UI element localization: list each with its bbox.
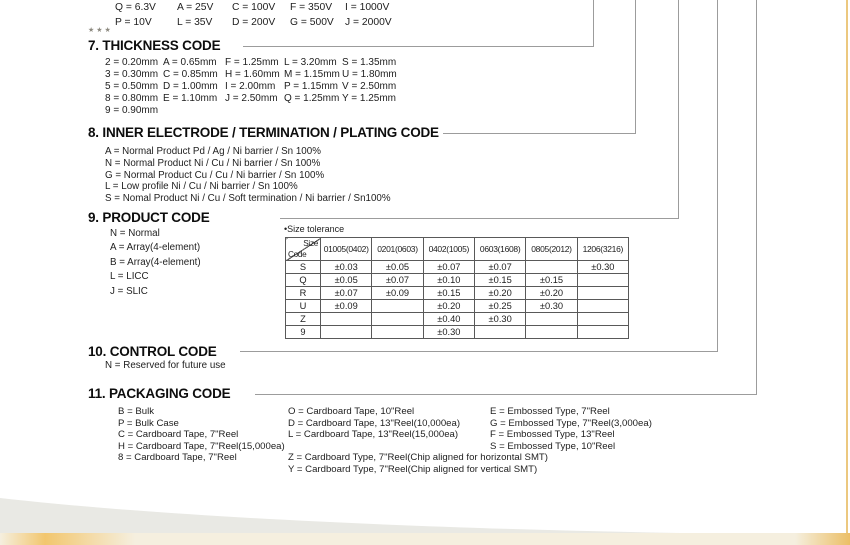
code-item: I = 2.00mm [225, 81, 276, 92]
thickness-code-list [105, 57, 397, 117]
tolerance-row [286, 313, 629, 326]
tolerance-cell [577, 287, 628, 300]
row-code: 9 [286, 326, 321, 339]
thickness-row [105, 69, 397, 81]
tolerance-cell: ±0.05 [372, 261, 423, 274]
tolerance-cell: ±0.09 [321, 300, 372, 313]
tolerance-cell [321, 326, 372, 339]
tolerance-cell: ±0.15 [526, 274, 577, 287]
thickness-row [105, 93, 397, 105]
section-title-electrode: 8. INNER ELECTRODE / TERMINATION / PLATING CODE [88, 125, 439, 140]
code-item: I = 1000V [345, 2, 390, 13]
tolerance-row [286, 326, 629, 339]
tolerance-cell: ±0.07 [474, 261, 525, 274]
list-item: D = Cardboard Tape, 13"Reel(10,000ea) [288, 417, 461, 429]
code-item [342, 105, 397, 117]
list-item: G = Embossed Type, 7"Reel(3,000ea) [490, 417, 652, 429]
code-item: Q = 1.25mm [284, 93, 340, 104]
bracket-horizontal-product [280, 218, 679, 219]
row-code: R [286, 287, 321, 300]
code-item: 5 = 0.50mm [105, 81, 159, 92]
electrode-code-list [105, 146, 391, 205]
code-item: D = 1.00mm [163, 81, 218, 92]
list-item: L = Low profile Ni / Cu / Ni barrier / Sn 100% [105, 181, 298, 193]
list-item: A = Array(4-element) [110, 242, 201, 254]
list-item: O = Cardboard Tape, 10"Reel [288, 406, 415, 417]
code-item: G = 500V [290, 16, 334, 28]
tolerance-cell [321, 313, 372, 326]
code-item: P = 10V [115, 16, 152, 28]
row-code: Z [286, 313, 321, 326]
code-item: J = 2.50mm [225, 93, 278, 104]
list-item: B = Array(4-element) [110, 256, 201, 268]
thickness-row [105, 105, 397, 117]
code-item: F = 350V [290, 2, 333, 13]
list-item: N = Normal [110, 228, 160, 239]
code-item: Q = 6.3V [115, 2, 156, 13]
code-item [163, 105, 225, 117]
tolerance-cell: ±0.07 [423, 261, 474, 274]
list-item: F = Embossed Type, 13"Reel [490, 429, 615, 441]
tolerance-cell [372, 326, 423, 339]
section-title-thickness: 7. THICKNESS CODE [88, 38, 221, 53]
list-item: E = Embossed Type, 7"Reel [490, 406, 610, 417]
tolerance-row [286, 274, 629, 287]
code-item: C = 100V [232, 2, 276, 13]
code-item: S = 1.35mm [342, 57, 397, 68]
tolerance-cell: ±0.07 [372, 274, 423, 287]
list-item: Z = Cardboard Type, 7"Reel(Chip aligned for horizontal SMT) [288, 452, 548, 464]
tolerance-cell: ±0.30 [423, 326, 474, 339]
row-code: U [286, 300, 321, 313]
code-item [225, 105, 284, 117]
tolerance-cell [526, 261, 577, 274]
bracket-horizontal-packaging [255, 394, 757, 395]
bracket-vertical-thickness [593, 0, 594, 46]
control-code-note: N = Reserved for future use [105, 360, 226, 371]
list-item: 8 = Cardboard Tape, 7"Reel [118, 452, 237, 464]
code-item: M = 1.15mm [284, 69, 340, 80]
packaging-column-1 [118, 406, 285, 464]
list-item: C = Cardboard Tape, 7"Reel [118, 429, 239, 441]
code-item: U = 1.80mm [342, 69, 397, 80]
tolerance-cell [577, 300, 628, 313]
list-item: H = Cardboard Tape, 7"Reel(15,000ea) [118, 440, 285, 452]
page-gold-border [846, 0, 848, 533]
tolerance-cell: ±0.30 [474, 313, 525, 326]
list-item: G = Normal Product Cu / Cu / Ni barrier / Sn 100% [105, 169, 325, 181]
bracket-vertical-control [717, 0, 718, 351]
list-item: P = Bulk Case [118, 417, 179, 429]
code-item: A = 25V [177, 2, 214, 13]
list-item: L = Cardboard Tape, 13"Reel(15,000ea) [288, 429, 459, 441]
tolerance-cell [577, 313, 628, 326]
tolerance-cell: ±0.20 [474, 287, 525, 300]
tolerance-cell [372, 300, 423, 313]
code-item: D = 200V [232, 16, 276, 28]
thickness-row [105, 57, 397, 69]
bottom-swoosh [0, 495, 680, 535]
bracket-horizontal-electrode [443, 133, 636, 134]
tolerance-cell: ±0.20 [423, 300, 474, 313]
tolerance-cell: ±0.03 [321, 261, 372, 274]
corner-label-code: Code [288, 250, 307, 259]
size-tolerance-label: •Size tolerance [284, 224, 345, 234]
tolerance-cell: ±0.20 [526, 287, 577, 300]
size-column-header: 0603(1608) [474, 238, 525, 261]
tolerance-cell: ±0.07 [321, 287, 372, 300]
size-column-header: 1206(3216) [577, 238, 628, 261]
code-item: J = 2000V [345, 16, 392, 28]
row-code: Q [286, 274, 321, 287]
tolerance-row [286, 300, 629, 313]
code-item: F = 1.25mm [225, 57, 279, 68]
bracket-vertical-packaging [756, 0, 757, 394]
list-item: N = Normal Product Ni / Cu / Ni barrier / Sn 100% [105, 157, 321, 169]
tolerance-cell: ±0.15 [474, 274, 525, 287]
tolerance-cell: ±0.10 [423, 274, 474, 287]
list-item: J = SLIC [110, 285, 148, 297]
code-item: V = 2.50mm [342, 81, 397, 92]
bottom-gold-band [0, 533, 850, 545]
tolerance-cell [372, 313, 423, 326]
bracket-horizontal-thickness [243, 46, 594, 47]
list-item: L = LICC [110, 271, 149, 283]
tolerance-cell [526, 326, 577, 339]
code-item: C = 0.85mm [163, 69, 218, 80]
code-item: A = 0.65mm [163, 57, 217, 68]
table-header-row [286, 238, 629, 261]
code-item: L = 35V [177, 16, 213, 28]
list-item: S = Nomal Product Ni / Cu / Soft termination / Ni barrier / Sn100% [105, 193, 391, 205]
list-item: S = Embossed Type, 10"Reel [490, 440, 616, 452]
tolerance-cell: ±0.09 [372, 287, 423, 300]
list-item: B = Bulk [118, 406, 154, 417]
size-column-header: 0201(0603) [372, 238, 423, 261]
tolerance-cell: ±0.15 [423, 287, 474, 300]
footnote-stars: ★★★ [88, 27, 113, 34]
list-item: Y = Cardboard Type, 7"Reel(Chip aligned for vertical SMT) [288, 463, 538, 475]
tolerance-row [286, 287, 629, 300]
code-item: H = 1.60mm [225, 69, 280, 80]
row-code: S [286, 261, 321, 274]
tolerance-cell: ±0.40 [423, 313, 474, 326]
packaging-column-3 [490, 406, 652, 452]
code-item: 8 = 0.80mm [105, 93, 159, 104]
list-item: A = Normal Product Pd / Ag / Ni barrier / Sn 100% [105, 146, 321, 157]
section-title-packaging: 11. PACKAGING CODE [88, 386, 231, 401]
code-item: Y = 1.25mm [342, 93, 397, 104]
bracket-vertical-electrode [635, 0, 636, 133]
size-column-header: 01005(0402) [321, 238, 372, 261]
tolerance-cell [474, 326, 525, 339]
size-column-header: 0805(2012) [526, 238, 577, 261]
tolerance-row [286, 261, 629, 274]
bracket-horizontal-control [240, 351, 718, 352]
voltage-row [115, 1, 392, 16]
section-title-product: 9. PRODUCT CODE [88, 210, 210, 225]
tolerance-cell: ±0.05 [321, 274, 372, 287]
tolerance-cell: ±0.30 [577, 261, 628, 274]
section-title-control: 10. CONTROL CODE [88, 344, 217, 359]
code-item [284, 105, 342, 117]
size-column-header: 0402(1005) [423, 238, 474, 261]
tolerance-cell [577, 274, 628, 287]
code-item: 2 = 0.20mm [105, 57, 159, 68]
code-item: 3 = 0.30mm [105, 69, 159, 80]
tolerance-cell: ±0.25 [474, 300, 525, 313]
code-item: P = 1.15mm [284, 81, 339, 92]
corner-label-size: Size [303, 239, 318, 248]
product-code-list [110, 227, 201, 299]
tolerance-cell: ±0.30 [526, 300, 577, 313]
tolerance-cell [577, 326, 628, 339]
code-item: E = 1.10mm [163, 93, 218, 104]
size-tolerance-table [285, 237, 629, 339]
thickness-row [105, 81, 397, 93]
voltage-code-list [115, 1, 392, 30]
tolerance-cell [526, 313, 577, 326]
code-item: 9 = 0.90mm [105, 105, 159, 116]
code-item: L = 3.20mm [284, 57, 337, 68]
bracket-vertical-product [678, 0, 679, 218]
table-corner-cell [286, 238, 321, 261]
voltage-row [115, 16, 392, 31]
